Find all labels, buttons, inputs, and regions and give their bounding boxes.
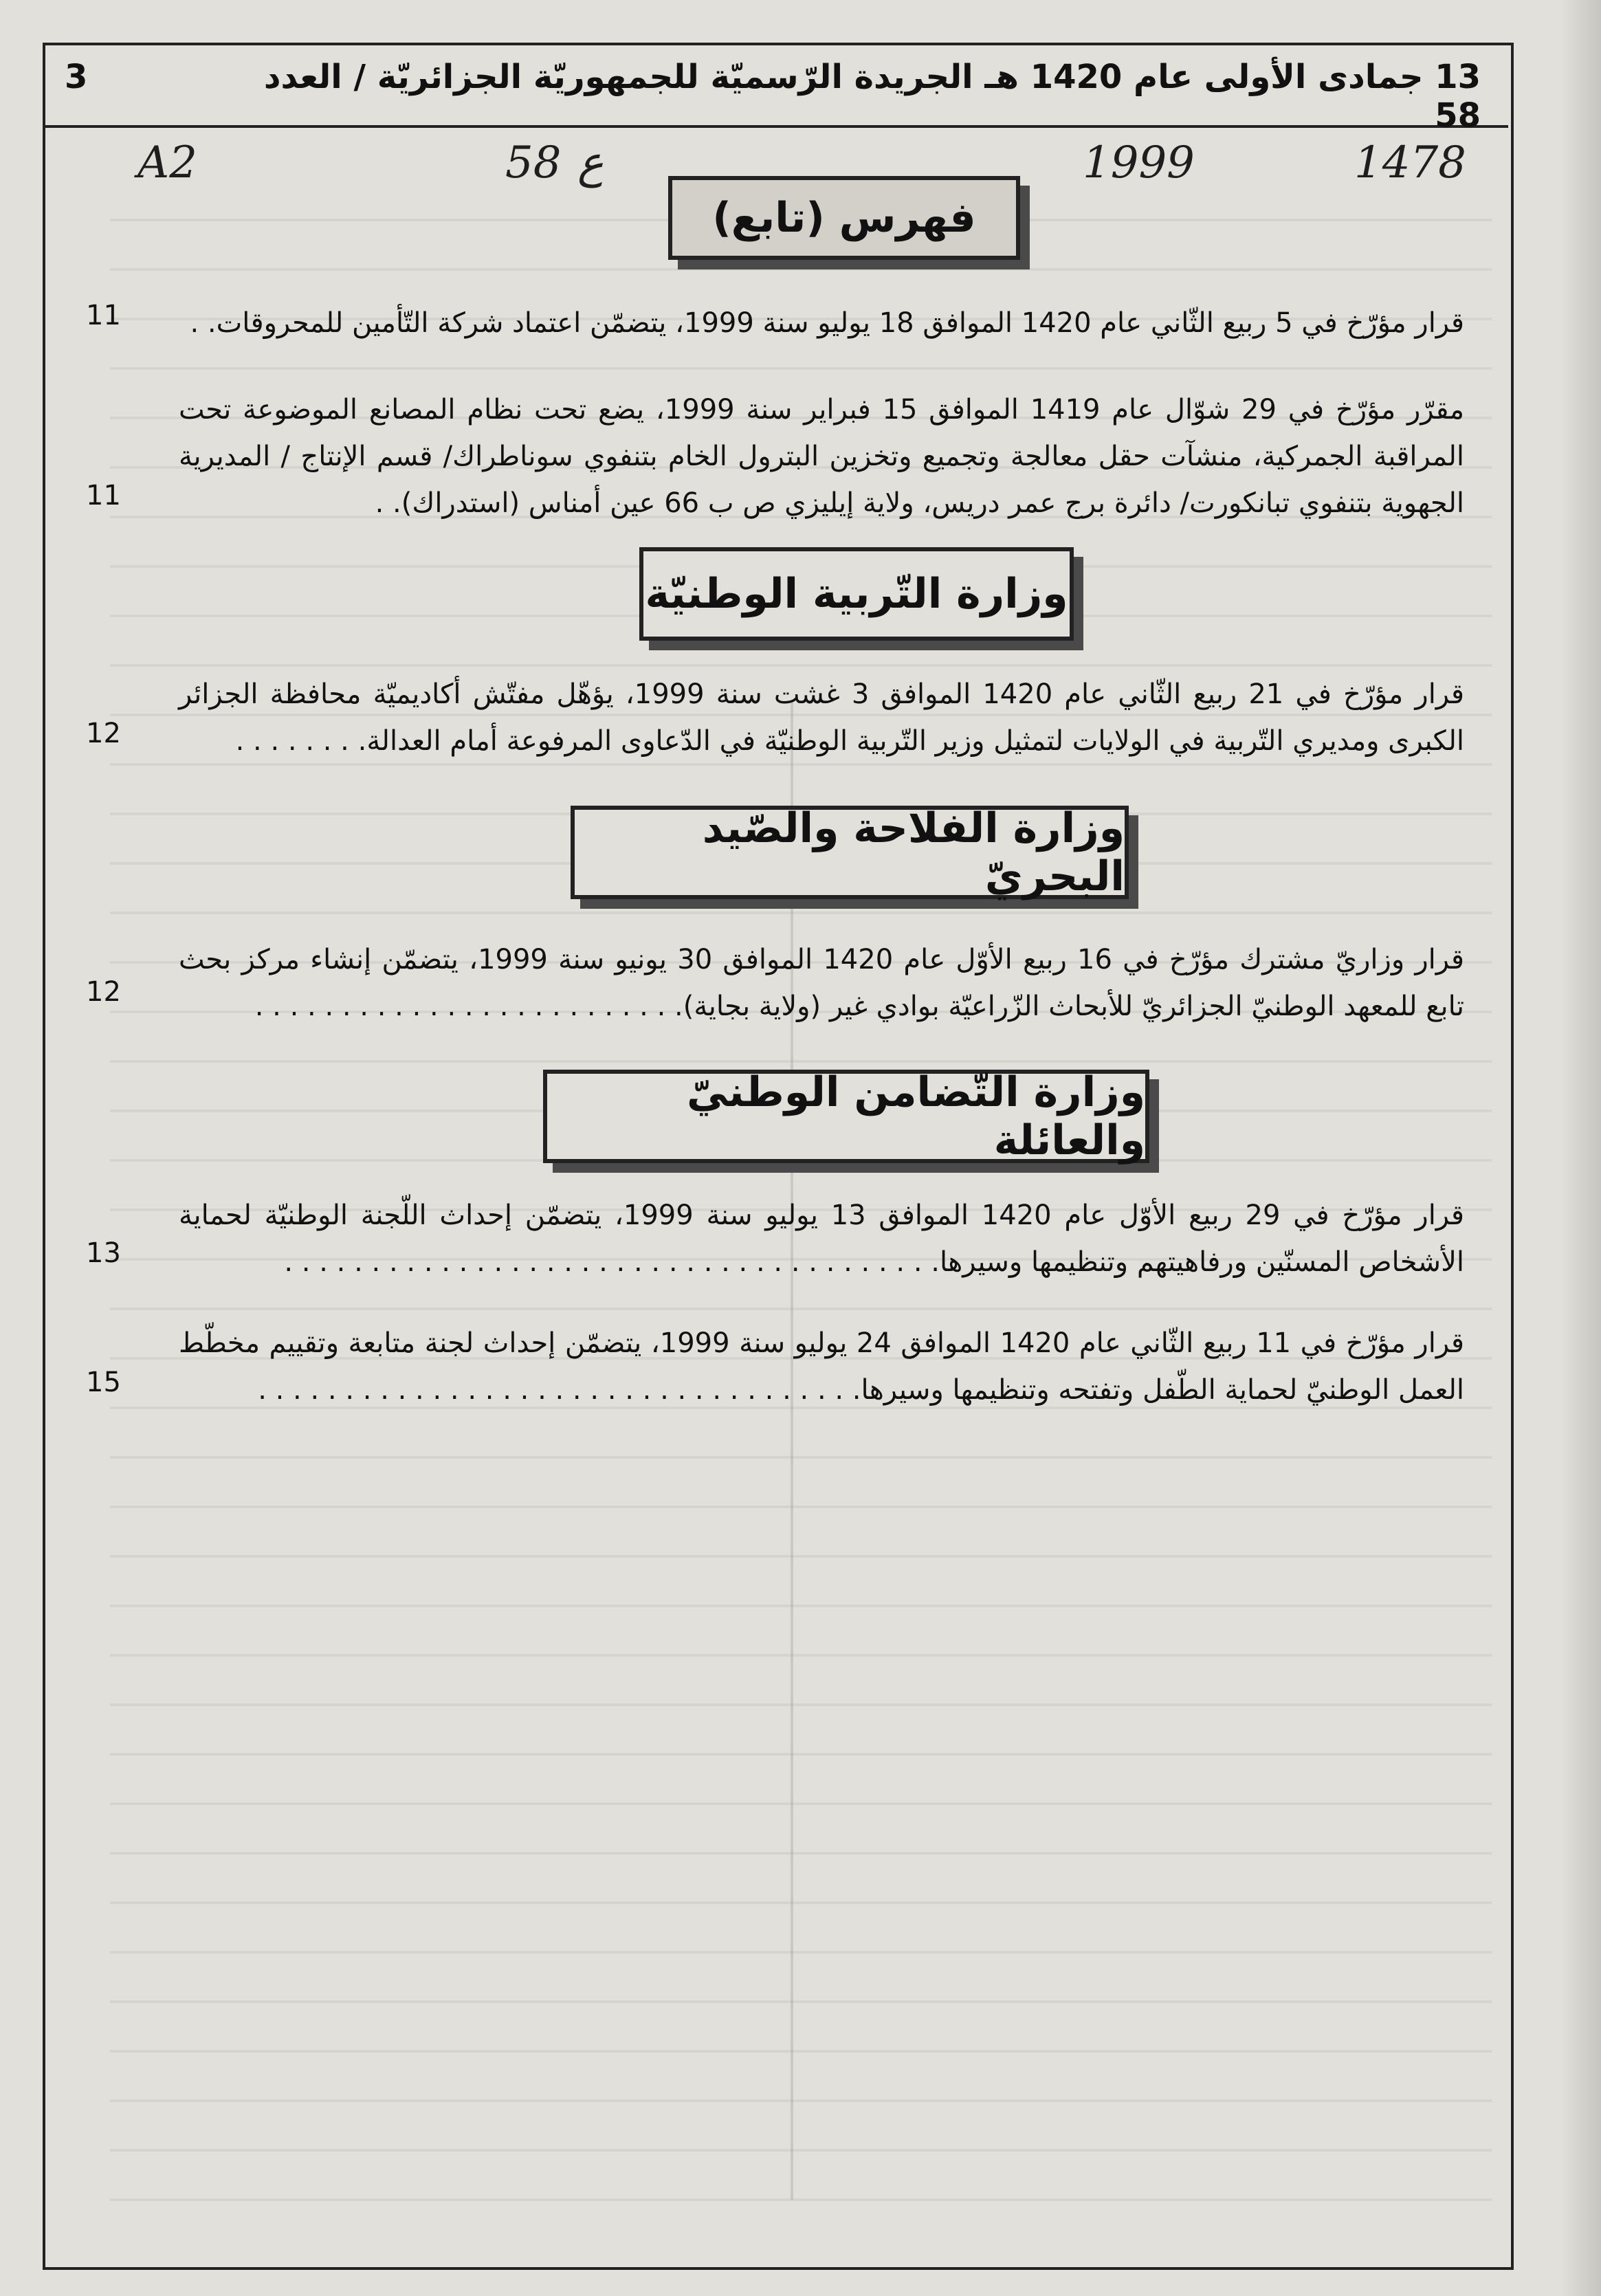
entry-child-protection-committee: قرار مؤرّخ في 11 ربيع الثّاني عام 1420 الموافق 24 يوليو سنة 1999، يتضمّن إحداث لجنة متابعة وتقييم مخطّط العمل الوطنيّ لحماية الطّفل وتفتحه وتنظيمها وسيرها. . . . . . . . . . . . . . . . . . . . . . . . . . . . . . . . . . . [179, 1327, 1465, 1406]
index-title-box [668, 176, 1020, 260]
section-agriculture-box [571, 806, 1129, 899]
entry-page-number: 12 [86, 718, 121, 749]
page-header [43, 43, 1508, 135]
handwritten-number: 1478 [1354, 137, 1466, 188]
section-education-box [639, 547, 1074, 641]
handwritten-code: A2 [137, 137, 197, 188]
handwritten-year: 1999 [1083, 137, 1195, 188]
entry-research-center: قرار وزاريّ مشترك مؤرّخ في 16 ربيع الأوّل عام 1420 الموافق 30 يونيو سنة 1999، يتضمّن إنشاء مركز بحث تابع للمعهد الوطنيّ الجزائريّ للأبحاث الزّراعيّة بوادي غير (ولاية بجاية). . . . . . . . . . . . . . . . . . . . . . . . . [179, 944, 1464, 1022]
section-solidarity-box [543, 1070, 1149, 1163]
entry-insurance-company: قرار مؤرّخ في 5 ربيع الثّاني عام 1420 الموافق 18 يوليو سنة 1999، يتضمّن اعتماد شركة التّأمين للمحروقات. . [190, 307, 1464, 339]
entry-page-number: 12 [86, 976, 121, 1008]
entry-page-number: 11 [86, 480, 121, 511]
section-solidarity-title: وزارة التّضامن الوطنيّ والعائلة [687, 1068, 1145, 1164]
entry-page-number: 15 [86, 1367, 121, 1398]
entry-education-representation: قرار مؤرّخ في 21 ربيع الثّاني عام 1420 الموافق 3 غشت سنة 1999، يؤهّل مفتّش أكاديميّة محافظة الجزائر الكبرى ومديري التّربية في الولايات لتمثيل وزير التّربية الوطنيّة في الدّعاوى المرفوعة أمام العدالة. . . . . . . . [179, 678, 1464, 757]
entry-elderly-committee: قرار مؤرّخ في 29 ربيع الأوّل عام 1420 الموافق 13 يوليو سنة 1999، يتضمّن إحداث اللّجنة الوطنيّة لحماية الأشخاص المسنّين ورفاهيتهم وتنظيمها وسيرها. . . . . . . . . . . . . . . . . . . . . . . . . . . . . . . . . . . . . . [179, 1200, 1464, 1278]
header-title: 13 جمادى الأولى عام 1420 هـ الجريدة الرّسميّة للجمهوريّة الجزائريّة / العدد 58 [263, 58, 1481, 135]
scan-shadow-edge [1560, 0, 1601, 2296]
page-number: 3 [65, 58, 88, 96]
entry-page-number: 13 [86, 1237, 121, 1269]
handwritten-issue: 58 [505, 137, 562, 188]
entry-customs-regime: مقرّر مؤرّخ في 29 شوّال عام 1419 الموافق 15 فبراير سنة 1999، يضع تحت نظام المصانع الموضوعة تحت المراقبة الجمركية، منشآت حقل معالجة وتجميع وتخزين البترول الخام بتنفوي سوناطراك/ قسم الإنتاج / المديرية الجهوية بتنفوي تبانكورت/ دائرة برج عمر دريس، ولاية إيليزي ص ب 66 عين أمناس (استدراك). . [179, 394, 1464, 519]
section-education-title: وزارة التّربية الوطنيّة [645, 570, 1068, 618]
handwritten-letter: ع [577, 137, 604, 188]
index-title: فهرس (تابع) [712, 194, 976, 242]
section-agriculture-title: وزارة الفلاحة والصّيد البحريّ [702, 804, 1125, 901]
entry-page-number: 11 [86, 300, 121, 331]
